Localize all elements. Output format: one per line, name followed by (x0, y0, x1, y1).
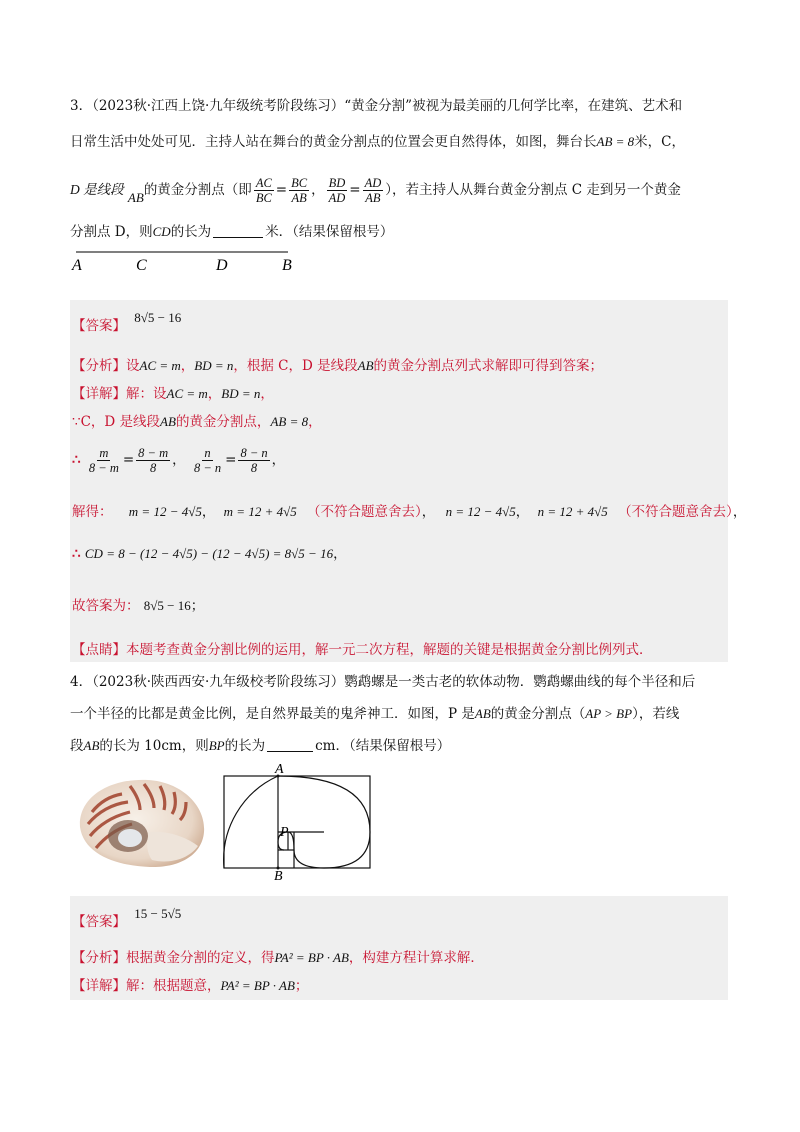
seg-label-c: C (136, 257, 147, 274)
math-ab: AB (160, 414, 176, 429)
solve-label: 解得： (72, 504, 113, 520)
reject-note: （不符合题意舍去） (307, 504, 422, 520)
fraction-ad-ab: $\frac{AD}{AB}$ (364, 176, 382, 205)
a3-cd-line: ∴ CD = 8 − (12 − 4√5) − (12 − 4√5) = 8√5 − 16， (72, 546, 347, 562)
q3-text: 的长为 (170, 224, 212, 240)
q3-text: 3．（2023秋·江西上饶·九年级统考阶段练习）“黄金分割”被视为最美丽的几何学比率，在建筑、艺术和 (70, 98, 683, 114)
q4-text: 4．（2023秋·陕西西安·九年级校考阶段练习）鹦鹉螺是一类古老的软体动物．鹦鹉螺曲线的每个半径和后 (70, 674, 696, 690)
q3-line-1 (70, 96, 682, 116)
a3-final-line: 故答案为： 8√5 − 16； (72, 598, 205, 614)
math-ac-m: AC = m (139, 358, 181, 373)
q4-text: cm．（结果保留根号） (315, 738, 451, 754)
answer-blank (267, 737, 313, 752)
therefore-symbol: ∴ (72, 546, 81, 562)
math-ab: AB (474, 706, 491, 721)
q4-text: 的长为 10cm，则 (99, 738, 209, 754)
math-bd-n: BD = n (221, 386, 261, 401)
analysis-text: ，构建方程计算求解． (348, 950, 484, 966)
detail-text: ； (294, 978, 309, 994)
comment-label: 【点睛】 (72, 642, 126, 658)
outer-rectangle (224, 776, 370, 868)
q4-text: ），若线 (632, 706, 680, 722)
a3-answer-line (72, 308, 181, 336)
a3-equation-line: ∴ $\frac{m}{8 - m}$ = $\frac{8 - m}{8}$ ， $\frac{n}{8 - n}$ = $\frac{8 - n}{8}$ ， (72, 446, 286, 475)
analysis-text: 设 (126, 358, 140, 374)
q4-text: 的黄金分割点（ (490, 706, 586, 722)
analysis-label: 【分析】 (72, 950, 126, 966)
fig-label-p: P (280, 825, 289, 840)
math-bp: BP (208, 738, 225, 753)
fraction-bd-ad: $\frac{BD}{AD}$ (328, 176, 346, 205)
answer-value: 8√5 − 16 (134, 310, 182, 325)
a3-since-line: ∵C，D 是线段AB的黄金分割点，AB = 8， (72, 414, 322, 430)
answer-label: 【答案】 (72, 914, 126, 930)
segment-figure (70, 246, 310, 276)
q4-text: 的长为 (224, 738, 266, 754)
math-bd-n: BD = n (194, 358, 234, 373)
q4-line-1 (70, 672, 695, 692)
math-ab-8: AB = 8 (596, 134, 635, 149)
solution-m1: m = 12 − 4√5 (128, 504, 202, 519)
detail-text: 解：设 (126, 386, 167, 402)
comment-text: 本题考查黄金分割比例的运用，解一元二次方程，解题的关键是根据黄金分割比例列式． (126, 642, 653, 658)
q4-text: 一个半径的比都是黄金比例，是自然界最美的鬼斧神工．如图，P 是 (70, 706, 475, 722)
seg-label-a: A (72, 257, 82, 274)
fig-label-a: A (275, 762, 284, 777)
reject-note: （不符合题意舍去） (618, 504, 733, 520)
seg-label-d: D (216, 257, 228, 274)
math-ab: AB (357, 358, 374, 373)
answer-value: 15 − 5√5 (134, 906, 182, 921)
a4-detail-line (72, 976, 308, 996)
seg-label-b: B (282, 257, 292, 274)
fraction-bc-ab: $\frac{BC}{AB}$ (291, 176, 308, 205)
a4-analysis-line (72, 948, 484, 968)
detail-text: 解：根据题意， (126, 978, 221, 994)
math-ab: AB (127, 190, 144, 205)
q4-line-3 (70, 736, 450, 756)
math-golden-equation: PA² = BP · AB (220, 978, 295, 993)
solution-m2: m = 12 + 4√5 (223, 504, 297, 519)
detail-label: 【详解】 (72, 386, 126, 402)
golden-spiral-figure (220, 762, 382, 882)
a3-detail-line: 【详解】解：设AC = m，BD = n， (72, 386, 274, 402)
q4-line-2 (70, 704, 679, 724)
a3-comment-line (72, 640, 653, 660)
fraction-eq1: $\frac{m}{8 - m}$ (88, 446, 119, 475)
nautilus-shell-image (70, 772, 210, 872)
solution-n2: n = 12 + 4√5 (537, 504, 608, 519)
q3-line-2 (70, 132, 685, 152)
analysis-text: 根据黄金分割的定义，得 (126, 950, 275, 966)
q3-line-3: D 是线段 AB的黄金分割点（即 $\frac{AC}{BC}$ = $\frac{BC}{AB}$ ， $\frac{BD}{AD}$ = $\frac{AD}{AB}$ ），若主持人从舞台黄金分割点 C 走到另一个黄金 (70, 176, 681, 205)
math-cd: CD (152, 224, 171, 239)
a3-analysis-line: 【分析】设AC = m，BD = n，根据 C，D 是线段AB的黄金分割点列式求解即可得到答案； (72, 358, 604, 374)
final-label: 故答案为： (72, 598, 140, 614)
q3-text: D 是线段 (70, 182, 124, 197)
since-text: ∵C，D 是线段 (72, 414, 161, 430)
analysis-text: 的黄金分割点列式求解即可得到答案； (373, 358, 604, 374)
q3-text: 米．（结果保留根号） (265, 224, 394, 240)
cd-calculation: CD = 8 − (12 − 4√5) − (12 − 4√5) = 8√5 − 16 (84, 546, 334, 561)
answer-blank (213, 223, 263, 238)
fraction-ac-bc: $\frac{AC}{BC}$ (255, 176, 272, 205)
q3-line-4 (70, 222, 393, 242)
math-ac-m: AC = m (166, 386, 208, 401)
math-ab-8: AB = 8 (270, 414, 309, 429)
final-value: 8√5 − 16 (143, 598, 191, 613)
fraction-eq4: $\frac{8 - n}{8}$ (240, 446, 268, 475)
since-text: 的黄金分割点， (175, 414, 271, 430)
fraction-eq2: $\frac{8 - m}{8}$ (138, 446, 169, 475)
q3-text: 日常生活中处处可见．主持人站在舞台的黄金分割点的位置会更自然得体，如图，舞台长 (70, 134, 597, 150)
q4-text: 段 (70, 738, 84, 754)
math-ap-gt-bp: AP > BP (585, 706, 633, 721)
math-ab: AB (83, 738, 100, 753)
detail-label: 【详解】 (72, 978, 126, 994)
a4-answer-line (72, 904, 181, 932)
solution-n1: n = 12 − 4√5 (445, 504, 516, 519)
q3-text: 分割点 D，则 (70, 224, 153, 240)
math-golden-equation: PA² = BP · AB (274, 950, 349, 965)
analysis-text: ，根据 C，D 是线段 (233, 358, 358, 374)
therefore-symbol: ∴ (72, 452, 81, 468)
q3-text: ），若主持人从舞台黄金分割点 C 走到另一个黄金 (385, 182, 681, 198)
a3-solution-line: 解得： m = 12 − 4√5， m = 12 + 4√5 （不符合题意舍去）， n = 12 − 4√5， n = 12 + 4√5 （不符合题意舍去）， (72, 504, 747, 520)
fraction-eq3: $\frac{n}{8 - n}$ (193, 446, 222, 475)
q3-text: 米，C， (634, 134, 685, 150)
analysis-label: 【分析】 (72, 358, 126, 374)
fig-label-b: B (274, 869, 283, 882)
q3-text: 的黄金分割点（即 (143, 182, 252, 198)
answer-label: 【答案】 (72, 318, 126, 334)
